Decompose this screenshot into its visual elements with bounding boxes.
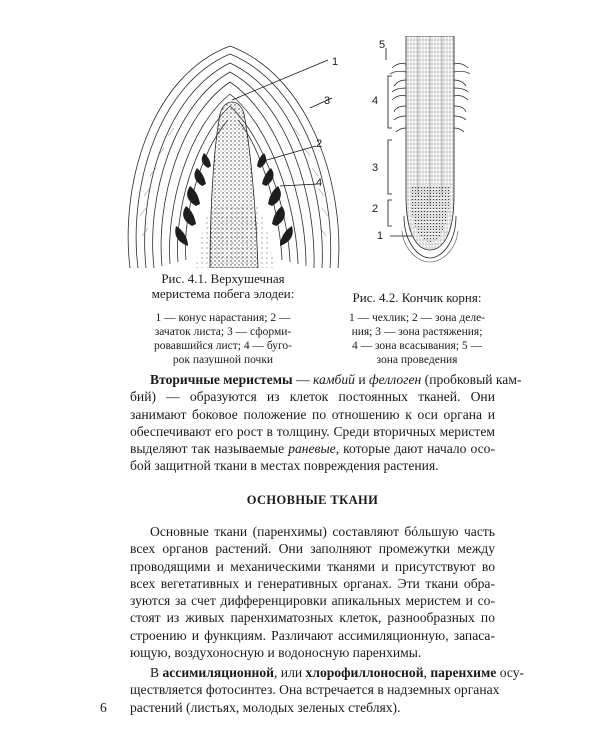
text-line: ющую, воздухоносную и водоносную паренхимы. <box>130 645 422 661</box>
text-line: занимают боковое положение по отношению к оси органа и <box>130 406 495 422</box>
term-parenchyma: паренхиме <box>430 665 497 680</box>
text-line: растений (листьях, молодых зеленых стеблях). <box>130 699 401 715</box>
legend-line: ния; 3 — зона растяжения; <box>351 326 483 338</box>
fig2-label-5: 5 <box>379 39 386 51</box>
fig1-label-3: 3 <box>324 95 331 107</box>
text-fragment: — <box>292 372 313 387</box>
fig2-legend <box>334 311 500 367</box>
secondary-meristems-paragraph <box>130 371 522 475</box>
text-line <box>130 440 495 457</box>
text-line: бой защитной ткани в местах повреждения растения. <box>130 458 439 474</box>
legend-line: зачаток листа; 3 — сформи- <box>154 326 292 338</box>
text-line: стоят из живых паренхиматозных клеток, разнообразных по <box>130 610 495 626</box>
section-heading: ОСНОВНЫЕ ТКАНИ <box>246 493 379 507</box>
fig2-label-2: 2 <box>372 203 379 215</box>
text-line: бий) — образуются из клеток постоянных тканей. Они <box>130 389 495 405</box>
caption-line: меристема побега элодеи: <box>151 286 295 301</box>
fig1-legend <box>118 311 328 367</box>
text-line: Основные ткани (паренхимы) составляют бóльшую часть <box>150 524 495 539</box>
text-line: всех органов растений. Они заполняют промежутки между <box>130 541 495 557</box>
text-fragment: , которые дают начало осо- <box>335 441 495 457</box>
text-fragment: , или <box>274 665 306 680</box>
fig2-caption: Рис. 4.2. Кончик корня: <box>352 290 482 305</box>
text-fragment: выделяют так называемые <box>130 441 289 457</box>
term-chlorophyll: хлорофиллоносной <box>305 665 424 680</box>
term-cambium: камбий <box>313 372 355 387</box>
fig1-label-2: 2 <box>316 138 323 150</box>
text-fragment: осу- <box>496 665 525 680</box>
shoot-apex-illustration <box>110 36 360 268</box>
text-line: зуются за счет дифференцировки апикальных меристем и со- <box>130 593 495 609</box>
legend-line: рок пазушной почки <box>172 354 274 366</box>
legend-line: 1 — чехлик; 2 — зона деле- <box>348 312 486 324</box>
term-wound: раневые <box>288 441 336 457</box>
fig2-label-1: 1 <box>377 230 384 242</box>
text-fragment: , <box>423 665 431 680</box>
text-fragment: (пробковый кам- <box>421 372 522 387</box>
fig2-label-4: 4 <box>372 95 379 107</box>
text-line: строению и функциям. Различают ассимиляционную, запаса- <box>130 627 495 643</box>
legend-line: 4 — зона всасывания; 5 — <box>351 340 483 352</box>
legend-line: зона проведения <box>376 354 458 366</box>
legend-line: 1 — конус нарастания; 2 — <box>155 312 291 324</box>
caption-line: Рис. 4.1. Верхушечная <box>161 271 285 286</box>
assimilation-paragraph <box>130 664 525 716</box>
fig1-caption <box>118 271 328 301</box>
text-fragment: В <box>150 665 163 680</box>
page-number: 6 <box>100 700 107 715</box>
text-line <box>130 371 522 388</box>
fig2-label-3: 3 <box>372 162 379 174</box>
text-line: проводящими и механическими тканями и присутствуют во <box>130 558 495 574</box>
fig1-label-1: 1 <box>332 56 339 68</box>
fig1-label-4: 4 <box>316 177 323 189</box>
text-line: всех вегетативных и генеративных органах. Эти ткани обра- <box>130 575 495 591</box>
text-line: ществляется фотосинтез. Она встречается в надземных органах <box>130 682 500 698</box>
term-phellogen: феллоген <box>369 372 422 387</box>
ground-tissue-paragraph <box>130 523 495 661</box>
text-line: обеспечивают его рост в толщину. Среди вторичных меристем <box>130 423 495 439</box>
text-fragment: и <box>354 372 370 387</box>
text-line <box>130 664 525 681</box>
term-assimilation: ассимиляционной <box>162 665 274 680</box>
term-secondary-meristems: Вторичные меристемы <box>150 372 293 387</box>
legend-line: ровавшийся лист; 4 — буго- <box>153 340 292 352</box>
